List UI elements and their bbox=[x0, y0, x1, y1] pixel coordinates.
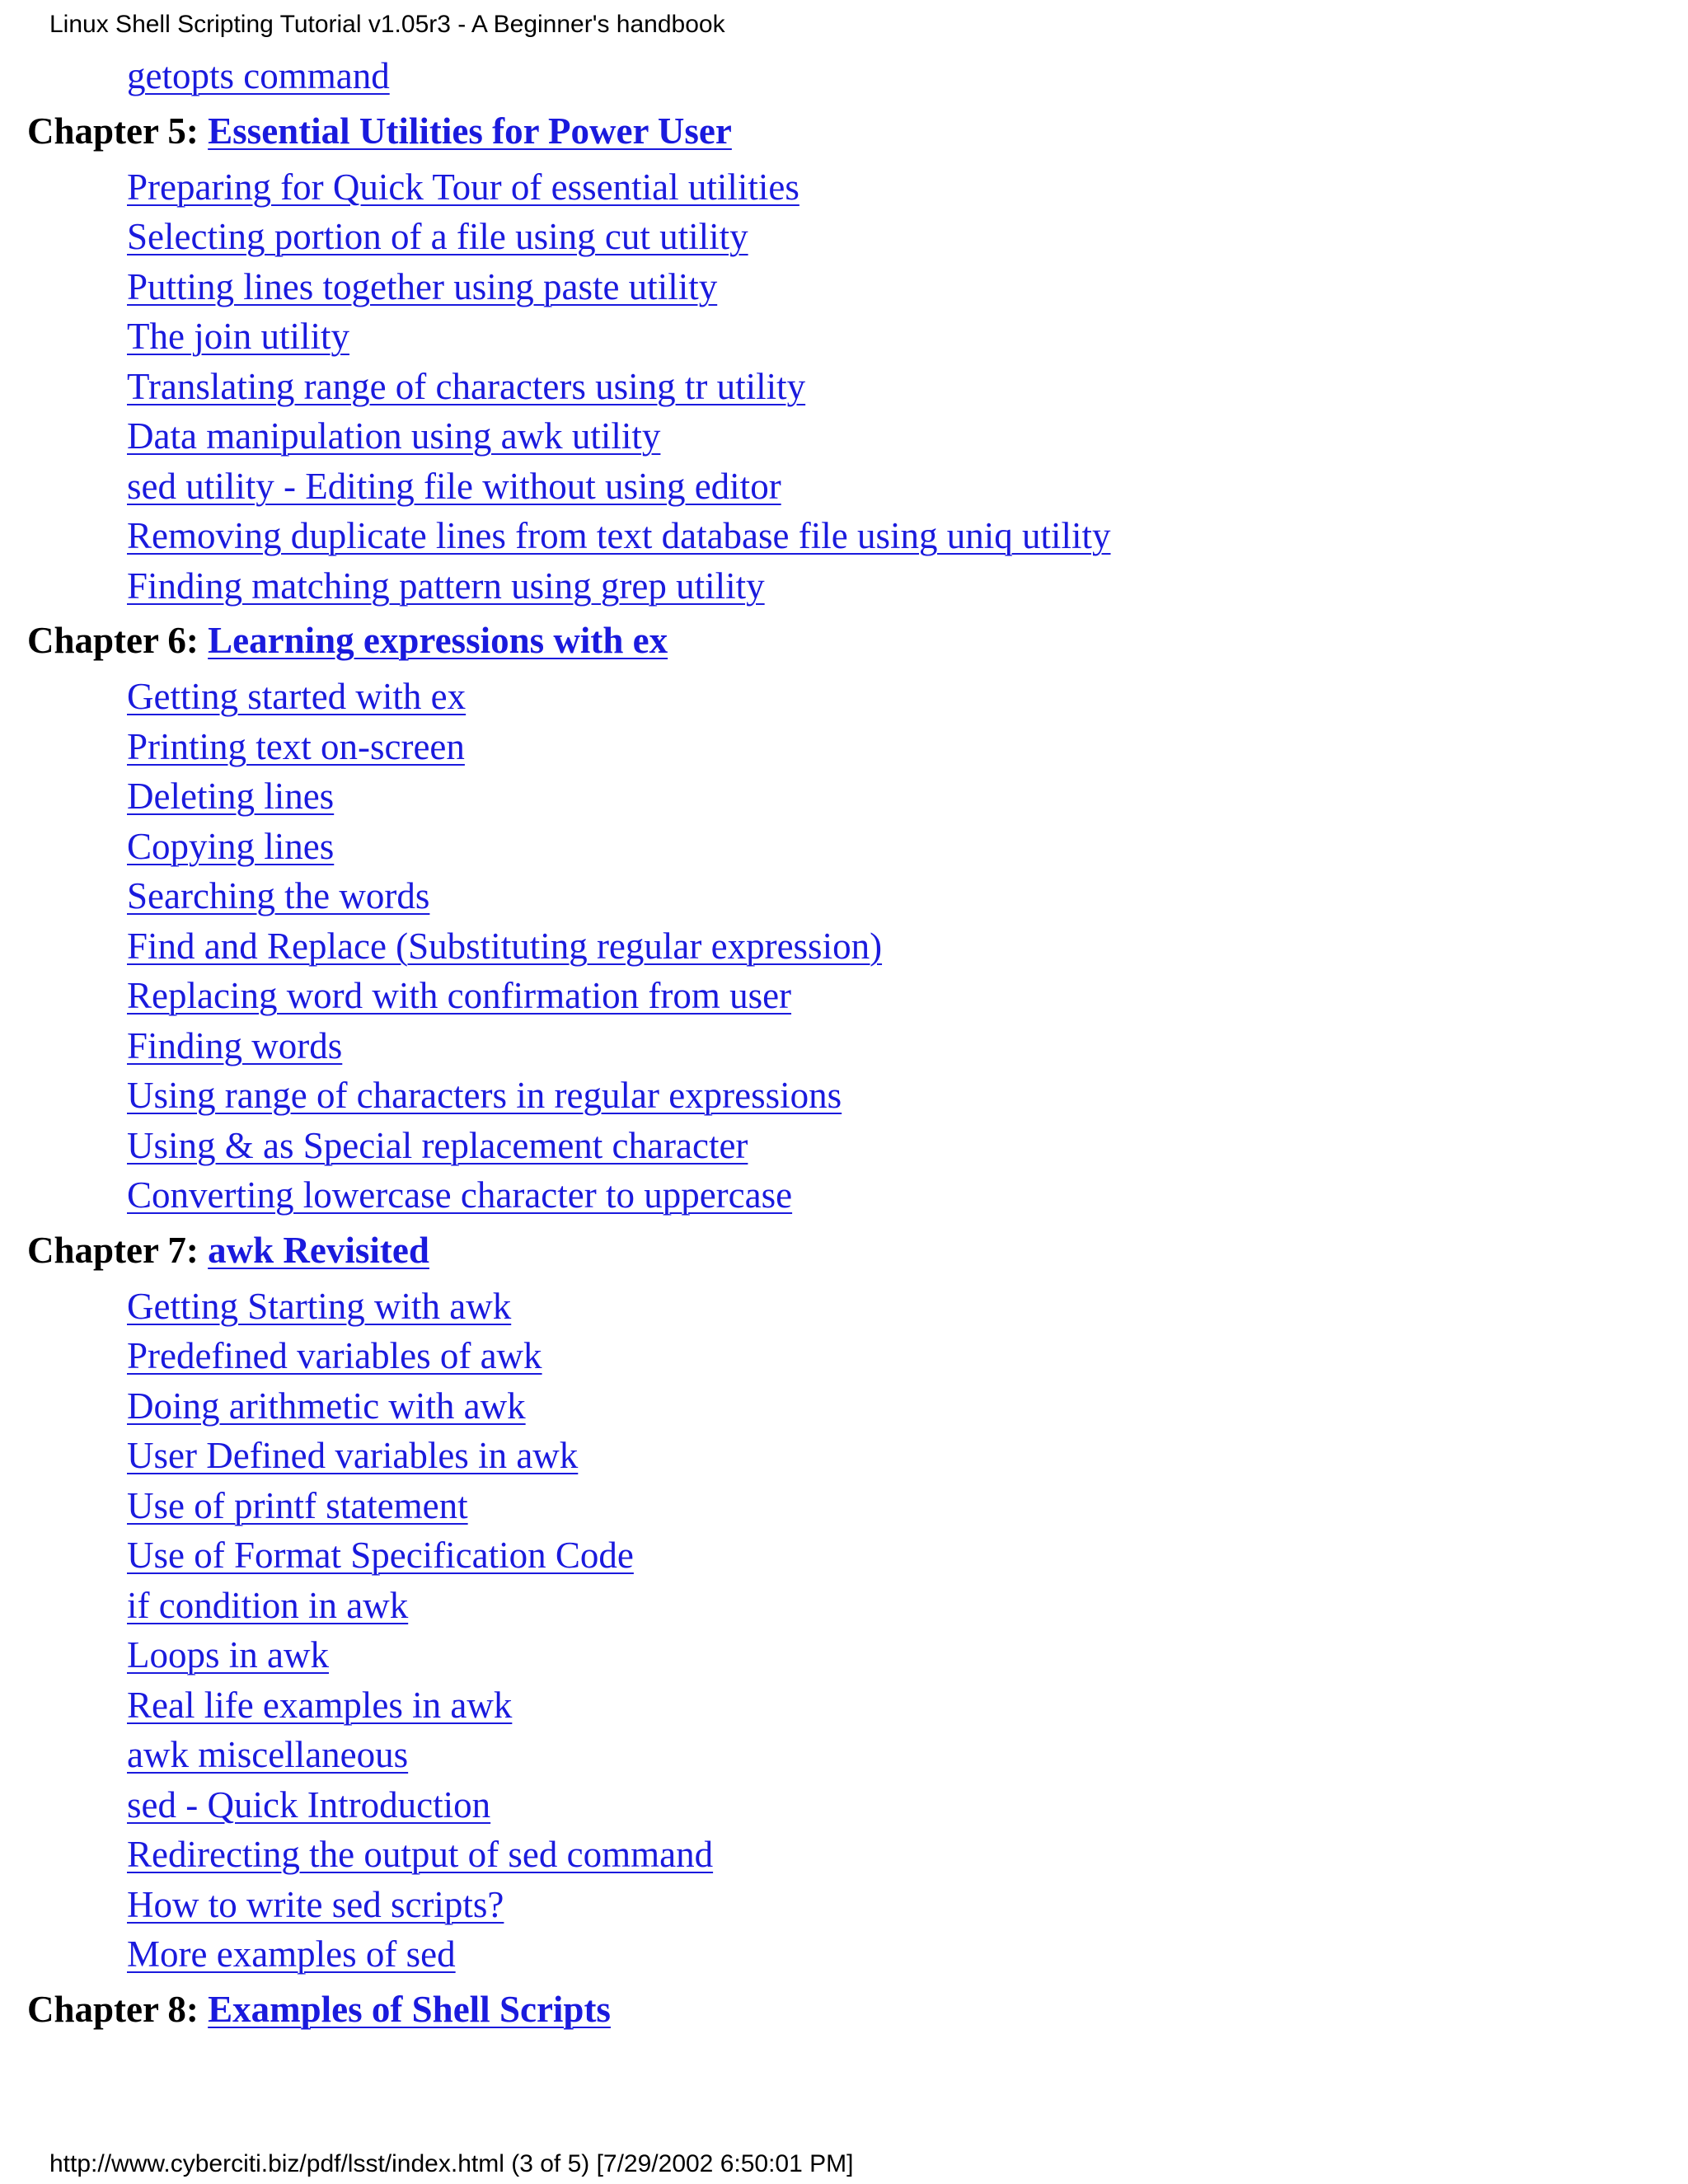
topic-link[interactable]: Find and Replace (Substituting regular expression) bbox=[127, 925, 883, 967]
chapter-label: Chapter 8: bbox=[27, 1988, 199, 2030]
toc-topic bbox=[127, 262, 1688, 312]
toc-topic bbox=[127, 1121, 1688, 1171]
chapter-label: Chapter 7: bbox=[27, 1229, 199, 1271]
toc-topic bbox=[127, 1830, 1688, 1880]
chapter-link[interactable]: Learning expressions with ex bbox=[208, 620, 668, 661]
chapter-link[interactable]: Examples of Shell Scripts bbox=[208, 1988, 611, 2030]
toc-topic bbox=[127, 51, 1688, 101]
topic-link[interactable]: Removing duplicate lines from text database file using uniq utility bbox=[127, 515, 1111, 556]
toc-topic bbox=[127, 1630, 1688, 1680]
toc-topic bbox=[127, 1880, 1688, 1930]
toc-topic bbox=[127, 771, 1688, 822]
topic-link[interactable]: sed utility - Editing file without using editor bbox=[127, 465, 781, 507]
chapter-heading bbox=[27, 616, 1688, 665]
topic-link[interactable]: Data manipulation using awk utility bbox=[127, 415, 661, 457]
topic-link[interactable]: Converting lowercase character to uppercase bbox=[127, 1174, 793, 1216]
toc-topic bbox=[127, 1282, 1688, 1332]
toc-topic bbox=[127, 1680, 1688, 1731]
topic-link[interactable]: if condition in awk bbox=[127, 1584, 409, 1626]
toc-topic bbox=[127, 1581, 1688, 1631]
topic-link[interactable]: Preparing for Quick Tour of essential utilities bbox=[127, 166, 799, 208]
topic-link[interactable]: Use of Format Specification Code bbox=[127, 1535, 634, 1576]
topic-link[interactable]: Searching the words bbox=[127, 875, 430, 916]
topic-link[interactable]: Printing text on-screen bbox=[127, 725, 465, 767]
topic-link[interactable]: Use of printf statement bbox=[127, 1484, 468, 1526]
toc-topic bbox=[127, 162, 1688, 213]
chapter-label: Chapter 6: bbox=[27, 620, 199, 661]
toc-topic bbox=[127, 1431, 1688, 1481]
toc-topic bbox=[127, 312, 1688, 362]
topic-link[interactable]: Getting started with ex bbox=[127, 676, 467, 717]
toc-topic bbox=[127, 1530, 1688, 1581]
chapter-heading bbox=[27, 1985, 1688, 2034]
topic-link[interactable]: Doing arithmetic with awk bbox=[127, 1385, 526, 1427]
topic-link[interactable]: The join utility bbox=[127, 316, 349, 357]
toc-topic bbox=[127, 561, 1688, 612]
topic-link[interactable]: Finding words bbox=[127, 1024, 343, 1066]
toc-topic bbox=[127, 1331, 1688, 1381]
topic-link[interactable]: Loops in awk bbox=[127, 1634, 329, 1675]
topic-link[interactable]: Replacing word with confirmation from user bbox=[127, 975, 792, 1016]
toc-topic bbox=[127, 672, 1688, 722]
toc-topic bbox=[127, 871, 1688, 921]
toc-topic bbox=[127, 1780, 1688, 1830]
topic-link[interactable]: Finding matching pattern using grep utility bbox=[127, 565, 765, 607]
topic-link[interactable]: Real life examples in awk bbox=[127, 1684, 513, 1726]
chapter-label: Chapter 5: bbox=[27, 110, 199, 152]
topic-link[interactable]: Redirecting the output of sed command bbox=[127, 1834, 714, 1875]
topic-link[interactable]: Translating range of characters using tr utility bbox=[127, 365, 806, 407]
toc-topic bbox=[127, 1381, 1688, 1432]
toc-topic bbox=[127, 362, 1688, 412]
topic-link[interactable]: Selecting portion of a file using cut utility bbox=[127, 216, 748, 257]
topic-link[interactable]: Predefined variables of awk bbox=[127, 1335, 542, 1376]
topic-link[interactable]: awk miscellaneous bbox=[127, 1734, 409, 1775]
toc-topic bbox=[127, 1730, 1688, 1780]
toc-topic bbox=[127, 971, 1688, 1021]
chapter-link[interactable]: Essential Utilities for Power User bbox=[208, 110, 732, 152]
toc-topic bbox=[127, 722, 1688, 772]
chapter-link[interactable]: awk Revisited bbox=[208, 1229, 429, 1271]
topic-link[interactable]: Putting lines together using paste utility bbox=[127, 265, 718, 307]
topic-link[interactable]: More examples of sed bbox=[127, 1933, 456, 1975]
toc-topic bbox=[127, 921, 1688, 972]
chapter-heading bbox=[27, 106, 1688, 156]
chapter-heading bbox=[27, 1226, 1688, 1275]
toc-topic bbox=[127, 1170, 1688, 1221]
toc-topic bbox=[127, 1071, 1688, 1121]
topic-link[interactable]: getopts command bbox=[127, 55, 390, 96]
page-header: Linux Shell Scripting Tutorial v1.05r3 - A Beginner's handbook bbox=[49, 11, 725, 38]
topic-link[interactable]: Copying lines bbox=[127, 825, 335, 867]
topic-link[interactable]: Getting Starting with awk bbox=[127, 1285, 512, 1327]
topic-link[interactable]: Using & as Special replacement character bbox=[127, 1124, 748, 1166]
toc-topic bbox=[127, 411, 1688, 462]
table-of-contents bbox=[0, 51, 1688, 2041]
page-footer: http://www.cyberciti.biz/pdf/lsst/index.html (3 of 5) [7/29/2002 6:50:01 PM] bbox=[49, 2150, 854, 2177]
toc-topic bbox=[127, 462, 1688, 512]
topic-link[interactable]: Deleting lines bbox=[127, 776, 335, 817]
topic-link[interactable]: Using range of characters in regular expressions bbox=[127, 1075, 842, 1116]
toc-topic bbox=[127, 1021, 1688, 1071]
toc-topic bbox=[127, 1481, 1688, 1531]
toc-topic bbox=[127, 212, 1688, 262]
topic-link[interactable]: User Defined variables in awk bbox=[127, 1435, 579, 1476]
topic-link[interactable]: sed - Quick Introduction bbox=[127, 1783, 491, 1825]
topic-link[interactable]: How to write sed scripts? bbox=[127, 1883, 504, 1925]
toc-topic bbox=[127, 822, 1688, 872]
toc-topic bbox=[127, 1929, 1688, 1980]
toc-topic bbox=[127, 511, 1688, 561]
